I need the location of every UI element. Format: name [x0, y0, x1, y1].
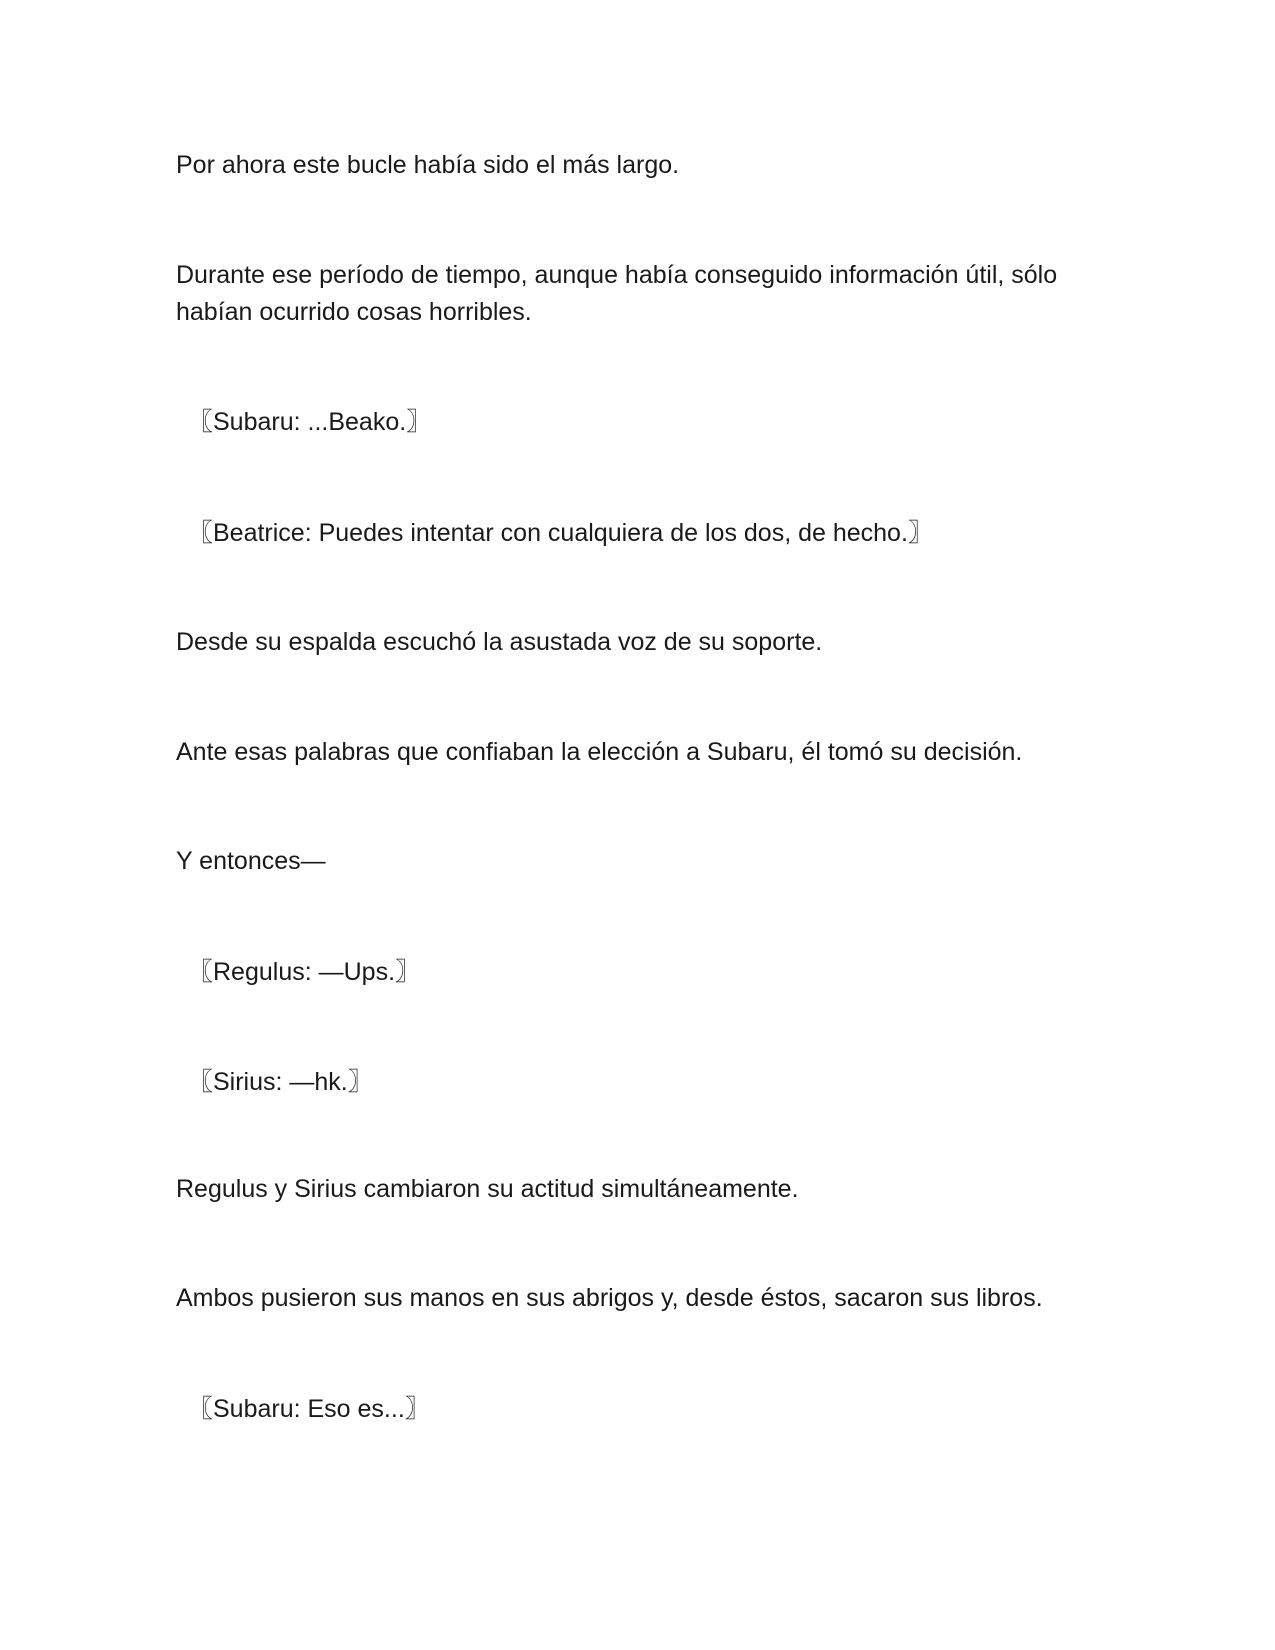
- paragraph-7: Ambos pusieron sus manos en sus abrigos y, desde éstos, sacaron sus libros.: [176, 1284, 1043, 1312]
- paragraph-1: Por ahora este bucle había sido el más largo.: [176, 151, 680, 179]
- dialogue-subaru-2: 〖Subaru: Eso es...〗: [188, 1395, 430, 1423]
- paragraph-6: Regulus y Sirius cambiaron su actitud simultáneamente.: [176, 1175, 799, 1203]
- paragraph-3: Desde su espalda escuchó la asustada voz de su soporte.: [176, 628, 823, 656]
- paragraph-5: Y entonces—: [176, 847, 326, 875]
- paragraph-4: Ante esas palabras que confiaban la elección a Subaru, él tomó su decisión.: [176, 738, 1023, 766]
- dialogue-sirius: 〖Sirius: —hk.〗: [188, 1068, 373, 1096]
- dialogue-regulus: 〖Regulus: —Ups.〗: [188, 958, 421, 986]
- dialogue-subaru-1: 〖Subaru: ...Beako.〗: [188, 408, 432, 436]
- dialogue-beatrice: 〖Beatrice: Puedes intentar con cualquiera de los dos, de hecho.〗: [188, 519, 933, 547]
- paragraph-2: Durante ese período de tiempo, aunque había conseguido información útil, sólo habían ocurrido cosas horribles.: [176, 261, 1058, 326]
